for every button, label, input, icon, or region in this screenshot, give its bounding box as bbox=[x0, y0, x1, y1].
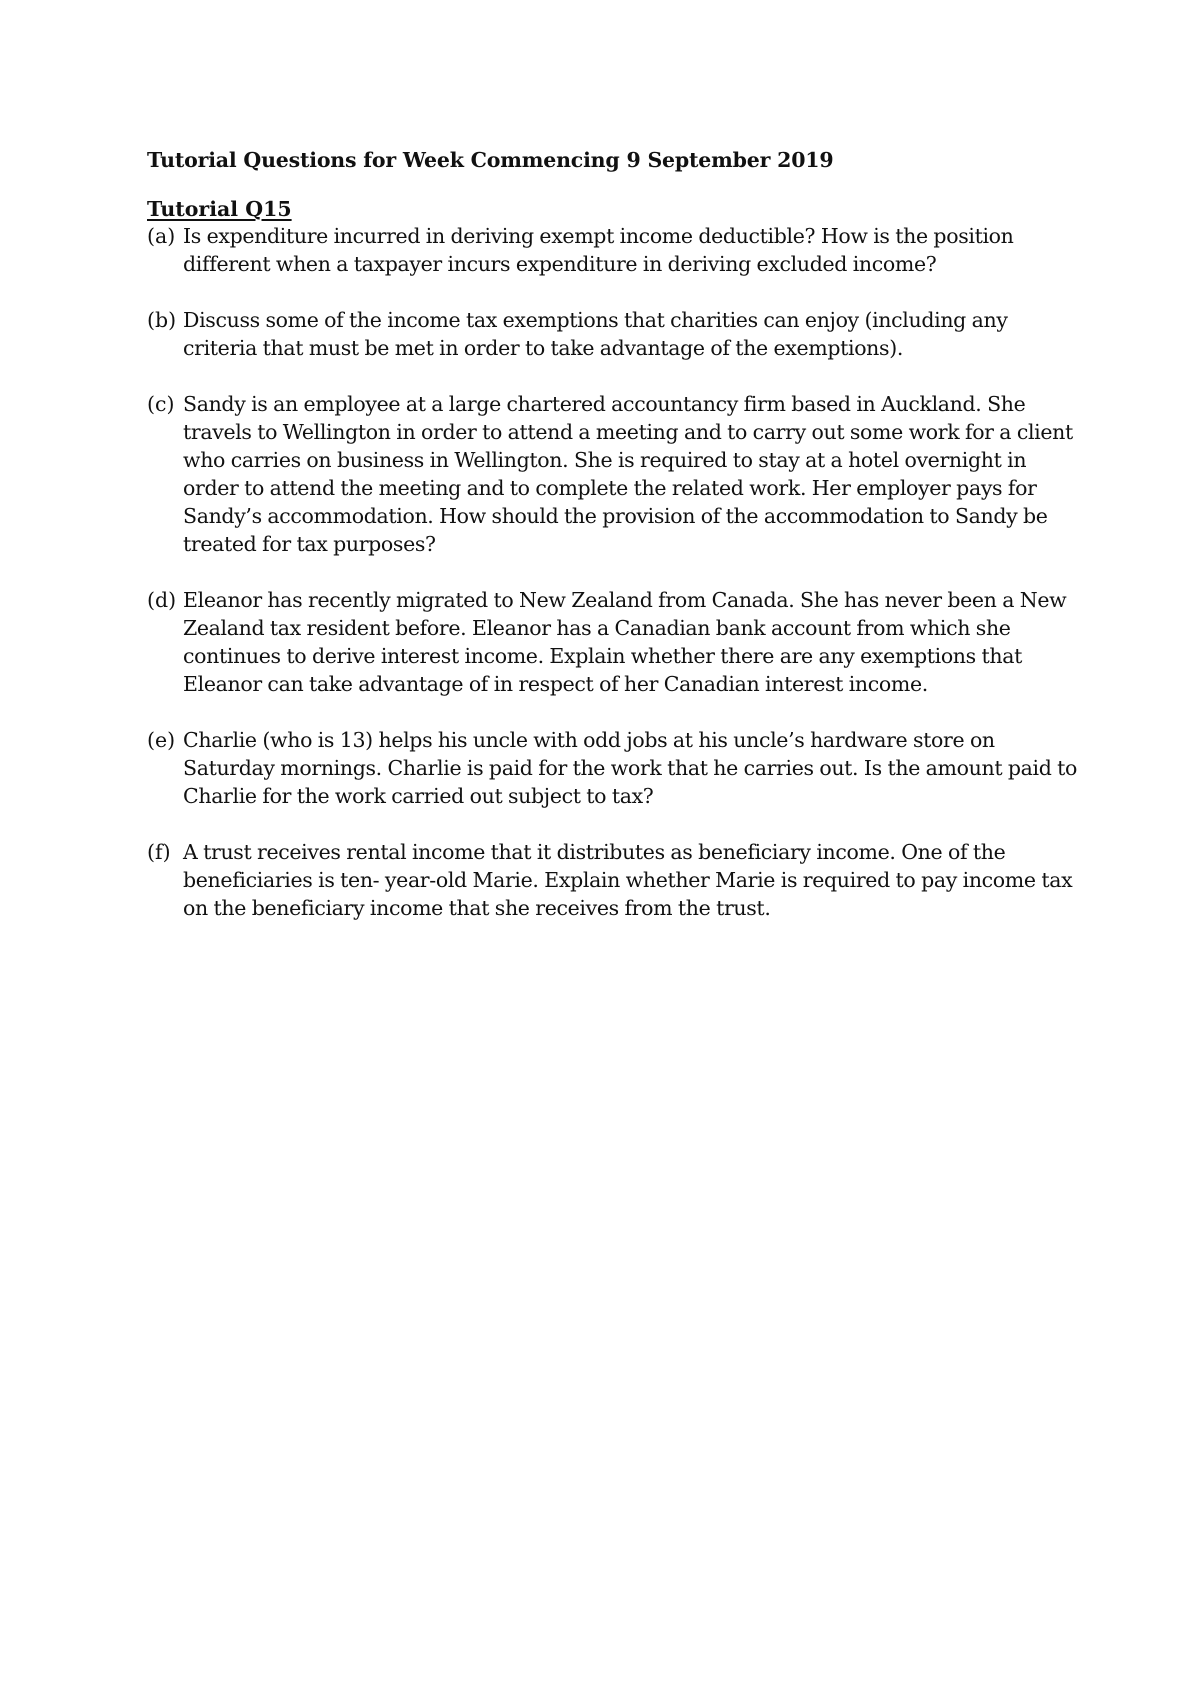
question-label: (a) bbox=[147, 224, 176, 248]
document-title: Tutorial Questions for Week Commencing 9 September 2019 bbox=[147, 148, 834, 172]
question-text: Is expenditure incurred in deriving exempt income deductible? How is the position different when a taxpayer incurs expenditure in deriving excluded income? bbox=[183, 224, 1014, 276]
question-label: (c) bbox=[147, 392, 175, 416]
question-item-c bbox=[147, 390, 1082, 558]
question-item-f bbox=[147, 838, 1082, 922]
question-text: Charlie (who is 13) helps his uncle with odd jobs at his uncle’s hardware store on Saturday mornings. Charlie is paid for the work that he carries out. Is the amount paid to Charlie for the work carried out subject to tax? bbox=[183, 728, 1078, 808]
question-label: (b) bbox=[147, 308, 177, 332]
question-text: A trust receives rental income that it distributes as beneficiary income. One of the beneficiaries is ten- year-old Marie. Explain whether Marie is required to pay income tax on the beneficiary income that she receives from the trust. bbox=[183, 840, 1073, 920]
question-label: (e) bbox=[147, 728, 176, 752]
question-text: Discuss some of the income tax exemptions that charities can enjoy (including any criteria that must be met in order to take advantage of the exemptions). bbox=[183, 308, 1008, 360]
question-list bbox=[147, 222, 1082, 922]
question-item-e bbox=[147, 726, 1082, 810]
question-item-b bbox=[147, 306, 1082, 362]
question-item-d bbox=[147, 586, 1082, 698]
question-text: Sandy is an employee at a large chartered accountancy firm based in Auckland. She travels to Wellington in order to attend a meeting and to carry out some work for a client who carries on business in Wellington. She is required to stay at a hotel overnight in order to attend the meeting and to complete the related work. Her employer pays for Sandy’s accommodation. How should the provision of the accommodation to Sandy be treated for tax purposes? bbox=[183, 392, 1073, 556]
question-text: Eleanor has recently migrated to New Zealand from Canada. She has never been a New Zealand tax resident before. Eleanor has a Canadian bank account from which she continues to derive interest income. Explain whether there are any exemptions that Eleanor can take advantage of in respect of her Canadian interest income. bbox=[183, 588, 1067, 696]
document-content bbox=[147, 146, 1082, 950]
section-title: Tutorial Q15 bbox=[147, 197, 292, 221]
question-label: (d) bbox=[147, 588, 177, 612]
question-item-a bbox=[147, 222, 1082, 278]
question-label: (f) bbox=[147, 840, 171, 864]
